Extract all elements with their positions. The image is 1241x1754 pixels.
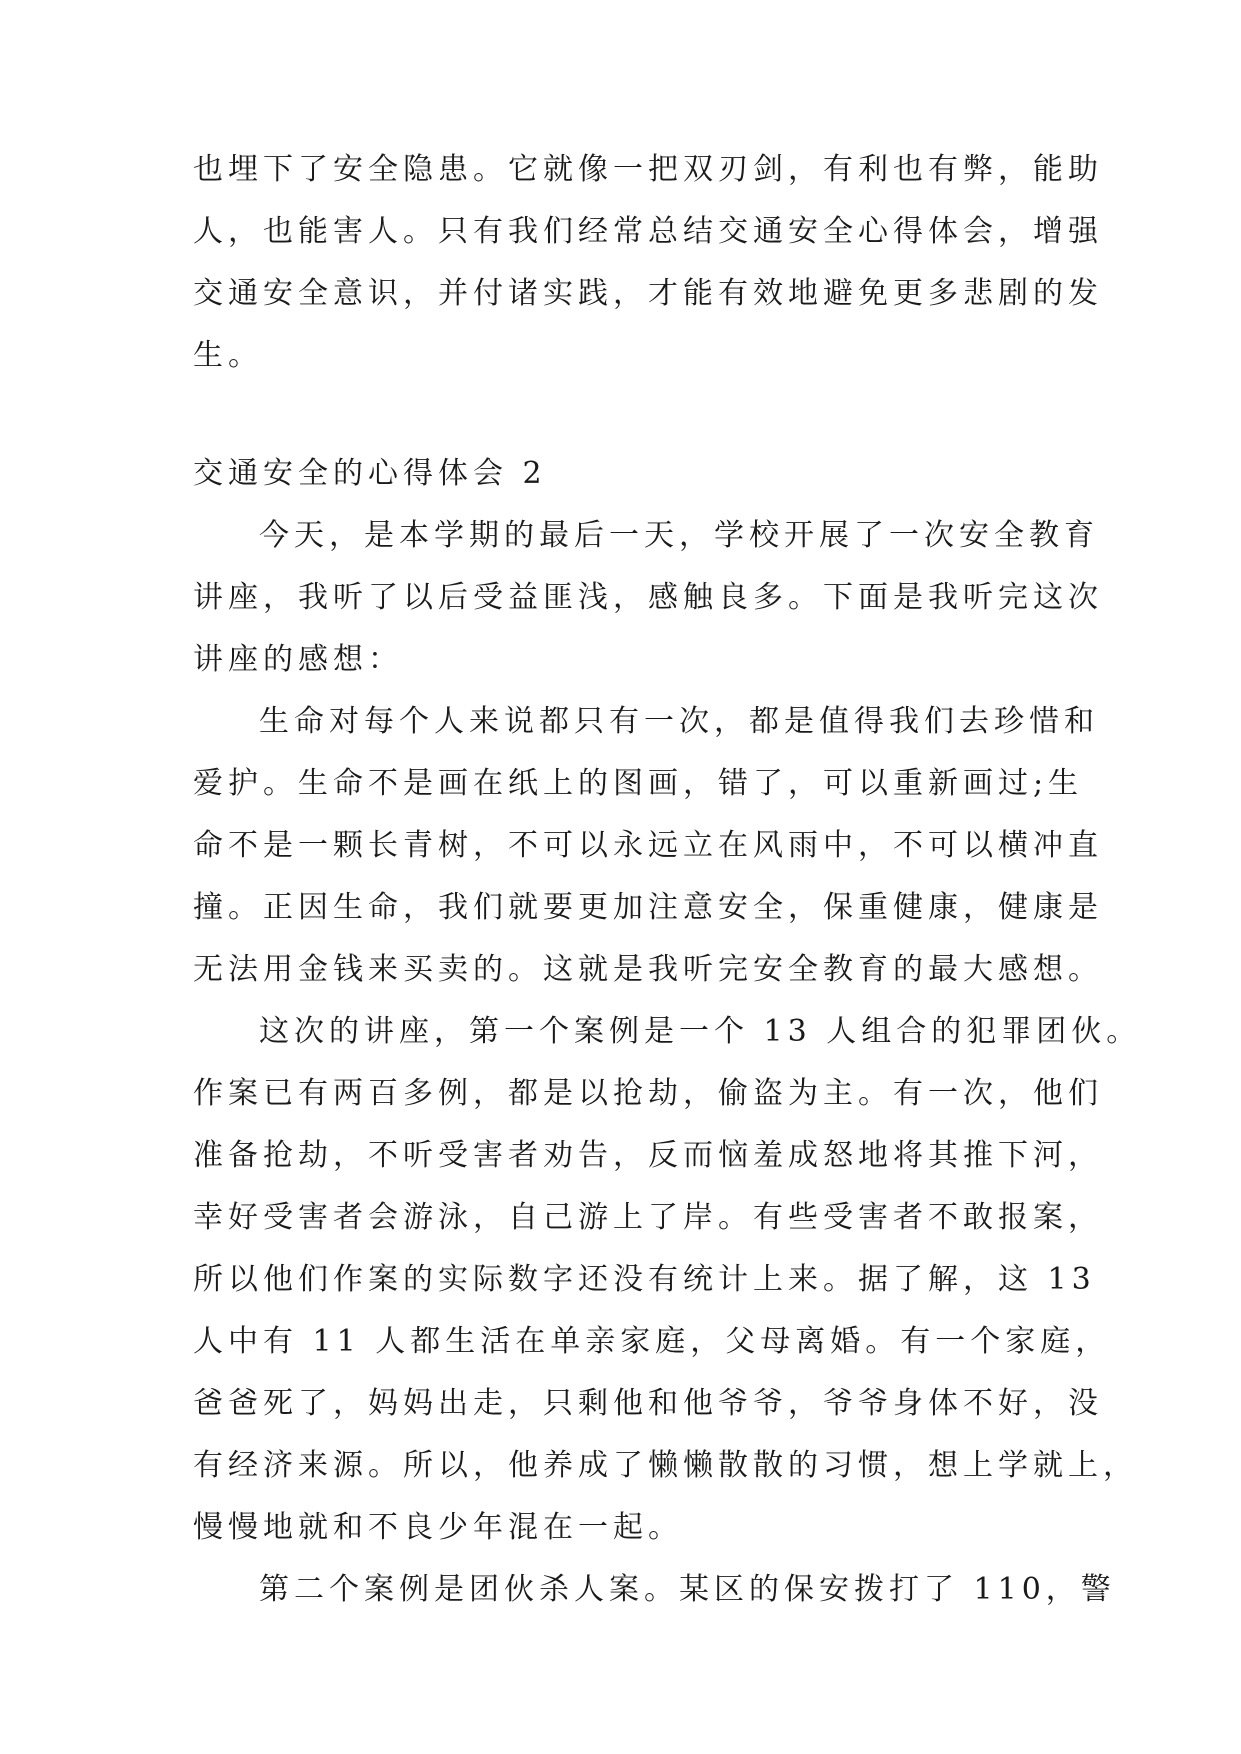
paragraph-line: 生。 bbox=[193, 338, 263, 373]
paragraph-line: 准备抢劫，不听受害者劝告，反而恼羞成怒地将其推下河， bbox=[193, 1138, 1103, 1173]
paragraph-line: 命不是一颗长青树，不可以永远立在风雨中，不可以横冲直 bbox=[193, 828, 1103, 863]
paragraph-line: 慢慢地就和不良少年混在一起。 bbox=[193, 1510, 683, 1545]
paragraph-line: 幸好受害者会游泳，自己游上了岸。有些受害者不敢报案， bbox=[193, 1200, 1103, 1235]
paragraph-line: 这次的讲座，第一个案例是一个 13 人组合的犯罪团伙。 bbox=[259, 1014, 1142, 1049]
paragraph-line: 人，也能害人。只有我们经常总结交通安全心得体会，增强 bbox=[193, 214, 1103, 249]
paragraph-line: 生命对每个人来说都只有一次，都是值得我们去珍惜和 bbox=[259, 704, 1099, 739]
paragraph-line: 有经济来源。所以，他养成了懒懒散散的习惯，想上学就上， bbox=[193, 1448, 1138, 1483]
paragraph-line: 也埋下了安全隐患。它就像一把双刃剑，有利也有弊，能助 bbox=[193, 152, 1103, 187]
paragraph-line: 第二个案例是团伙杀人案。某区的保安拨打了 110，警 bbox=[259, 1572, 1116, 1607]
section-heading: 交通安全的心得体会 2 bbox=[193, 456, 547, 491]
paragraph-line: 今天，是本学期的最后一天，学校开展了一次安全教育 bbox=[259, 518, 1099, 553]
paragraph-line: 讲座，我听了以后受益匪浅，感触良多。下面是我听完这次 bbox=[193, 580, 1103, 615]
paragraph-line: 交通安全意识，并付诸实践，才能有效地避免更多悲剧的发 bbox=[193, 276, 1103, 311]
paragraph-line: 所以他们作案的实际数字还没有统计上来。据了解，这 13 bbox=[193, 1262, 1096, 1297]
paragraph-line: 讲座的感想： bbox=[193, 642, 403, 677]
paragraph-line: 爸爸死了，妈妈出走，只剩他和他爷爷，爷爷身体不好，没 bbox=[193, 1386, 1103, 1421]
paragraph-line: 无法用金钱来买卖的。这就是我听完安全教育的最大感想。 bbox=[193, 952, 1103, 987]
paragraph-line: 撞。正因生命，我们就要更加注意安全，保重健康，健康是 bbox=[193, 890, 1103, 925]
paragraph-line: 爱护。生命不是画在纸上的图画，错了，可以重新画过;生 bbox=[193, 766, 1084, 801]
paragraph-line: 作案已有两百多例，都是以抢劫，偷盗为主。有一次，他们 bbox=[193, 1076, 1103, 1111]
paragraph-line: 人中有 11 人都生活在单亲家庭，父母离婚。有一个家庭， bbox=[193, 1324, 1111, 1359]
